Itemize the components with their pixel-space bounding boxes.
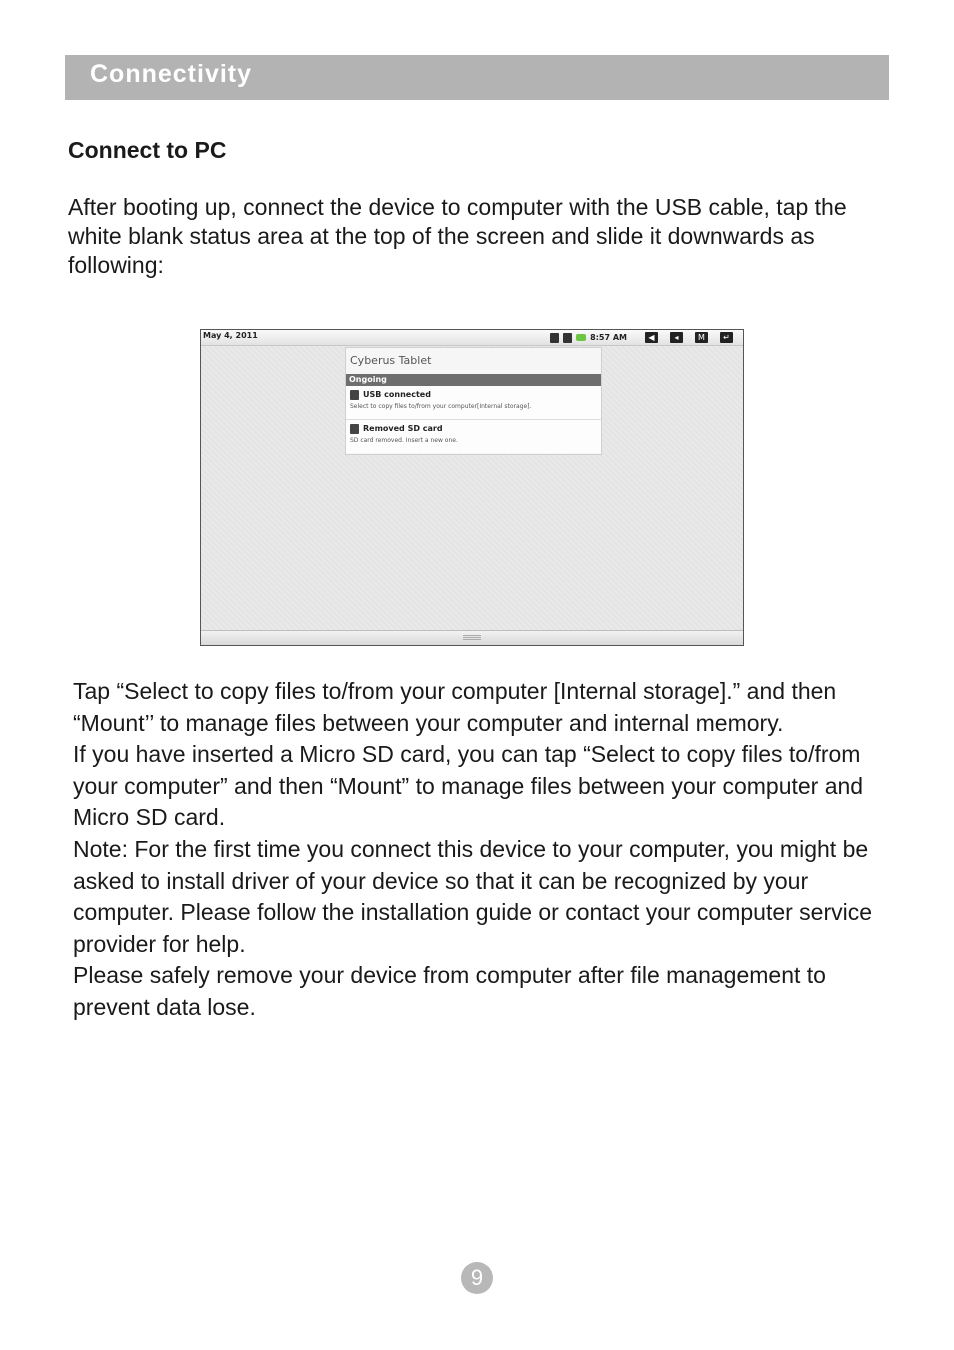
intro-paragraph: After booting up, connect the device to computer with the USB cable, tap the white blank status area at the top of the screen and slide it downwards as following:: [68, 194, 847, 278]
panel-title: Cyberus Tablet: [350, 354, 432, 367]
drag-handle-icon[interactable]: [463, 635, 481, 640]
usb-icon: [350, 390, 359, 400]
status-time: 8:57 AM: [590, 333, 627, 342]
usb-icon: [563, 333, 572, 343]
section-header-bar: [65, 55, 889, 100]
page-number: 9: [461, 1262, 493, 1294]
ongoing-header: Ongoing: [346, 374, 601, 386]
tablet-screenshot: [200, 329, 744, 646]
notification-removed-sd-card[interactable]: [346, 420, 601, 453]
notification-subtitle: SD card removed. Insert a new one.: [350, 437, 458, 444]
sd-card-icon: [350, 424, 359, 434]
menu-icon[interactable]: M: [695, 332, 708, 343]
status-bar[interactable]: [201, 330, 743, 346]
sd-card-icon: [550, 333, 559, 343]
body-paragraph: Tap “Select to copy files to/from your computer [Internal storage].” and then “Mount’’ to manage files between your computer and internal memory.: [73, 678, 837, 736]
bottom-bar: [201, 630, 743, 645]
status-right: [550, 331, 733, 344]
notification-title: Removed SD card: [363, 424, 443, 433]
body-paragraph: Please safely remove your device from computer after file management to prevent data lose.: [73, 962, 826, 1020]
notification-title: USB connected: [363, 390, 431, 399]
subheading: Connect to PC: [68, 137, 227, 163]
body-paragraph: If you have inserted a Micro SD card, you can tap “Select to copy files to/from your computer” and then “Mount” to manage files between your computer and Micro SD card.: [73, 741, 864, 831]
notification-panel: [345, 347, 602, 455]
battery-icon: [576, 334, 586, 341]
section-title: Connectivity: [90, 60, 253, 88]
return-icon[interactable]: ↵: [720, 332, 733, 343]
volume-icon[interactable]: ◂: [670, 332, 683, 343]
status-date: May 4, 2011: [203, 331, 258, 340]
notification-usb-connected[interactable]: [346, 386, 601, 420]
body-paragraph: Note: For the first time you connect this device to your computer, you might be asked to install driver of your device so that it can be recognized by your computer. Please follow the installation guide or contact your computer service provider for help.: [73, 835, 873, 957]
body-text: [73, 676, 893, 1024]
back-arrow-icon[interactable]: ◀: [645, 332, 658, 343]
notification-subtitle: Select to copy files to/from your computer[Internal storage].: [350, 403, 532, 410]
